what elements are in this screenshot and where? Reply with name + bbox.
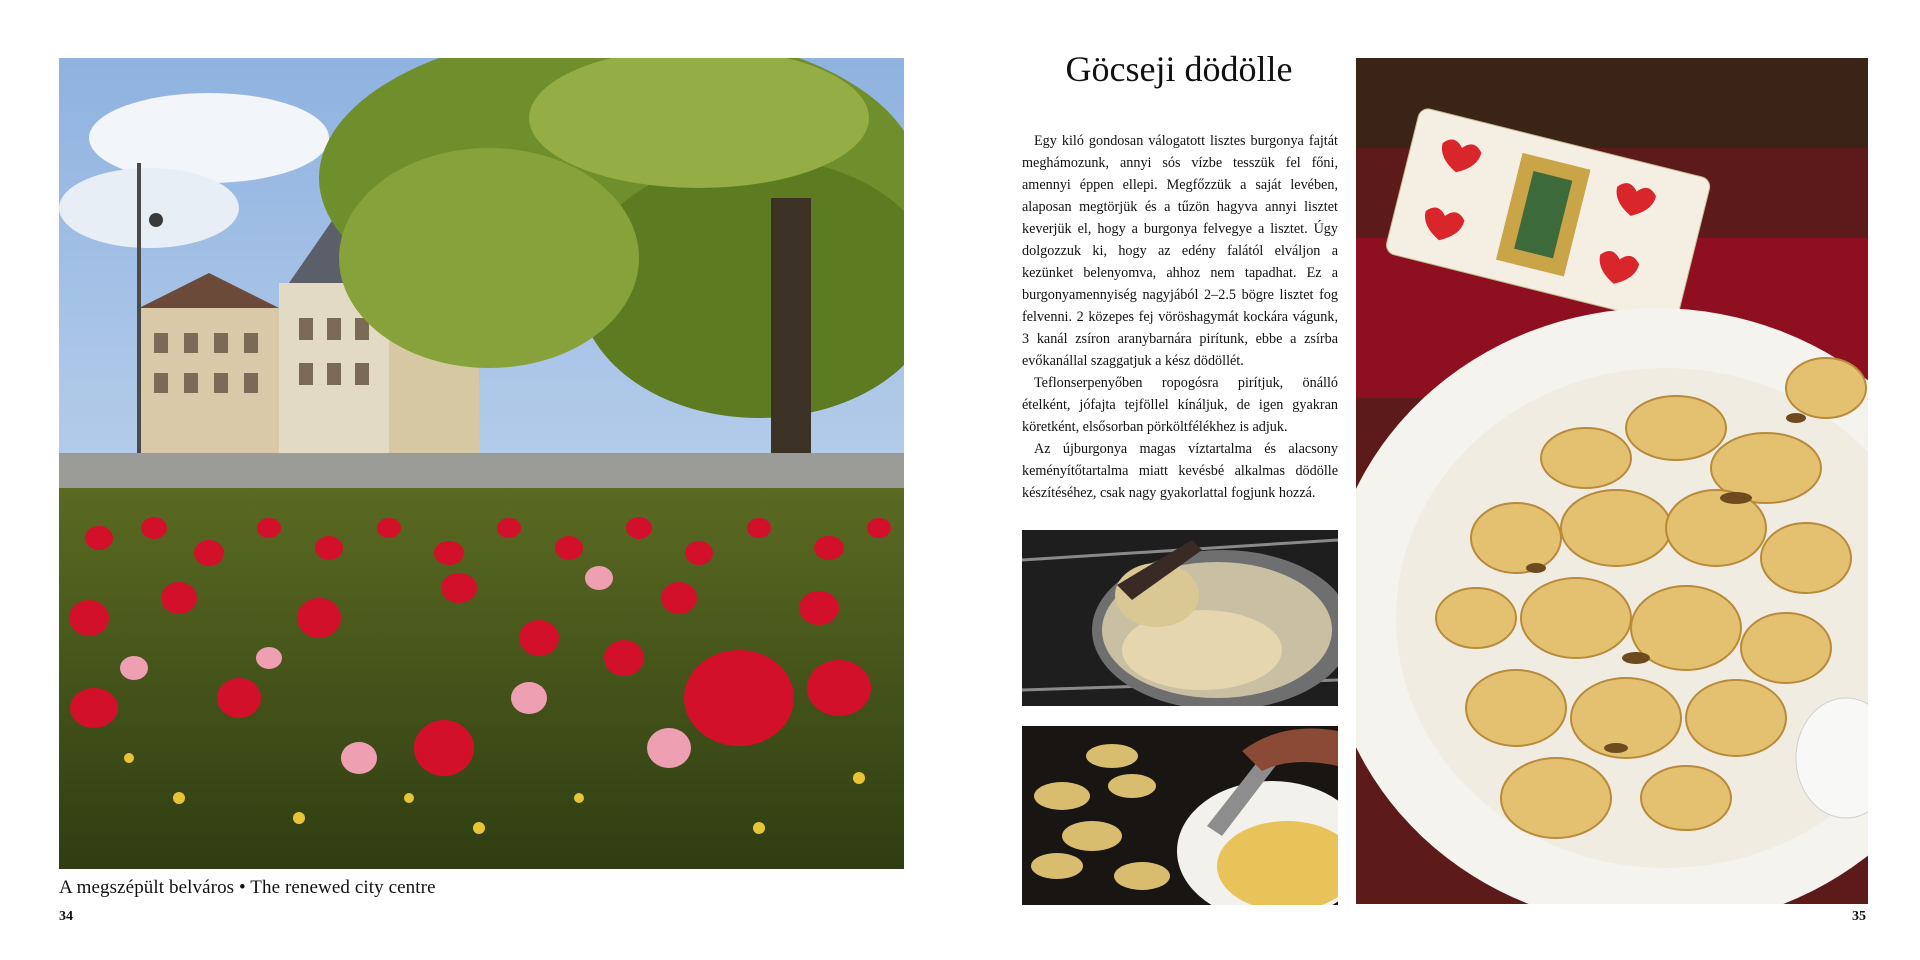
dough-pot-photo bbox=[1022, 530, 1338, 706]
recipe-paragraph: Egy kiló gondosan válogatott lisztes burgonya fajtát meghámozunk, annyi sós vízbe tesszük fel főni, amennyi éppen ellepi. Megfőzzük a saját levében, alaposan megtörjük és a tűzön hagyva annyi lisztet keverjük el, hogy a burgonya felvegye a lisztet. Úgy dolgozzuk ki, hogy az edény falától elváljon a kezünket belenyomva, ahhoz nem tapadhat. Ez a burgonyamennyiség nagyjából 2–2.5 bögre lisztet fog felvenni. 2 közepes fej vöröshagymát kockára vágunk, 3 kanál zsíron aranybarnára pirítunk, ebbe a zsírba evőkanállal szaggatjuk a kész dödöllét. bbox=[1022, 133, 1338, 369]
city-centre-photo bbox=[59, 58, 904, 869]
recipe-title: Göcseji dödölle bbox=[1065, 49, 1293, 89]
serving-dodolle-photo bbox=[1022, 726, 1338, 905]
photo-caption: A megszépült belváros • The renewed city centre bbox=[59, 877, 436, 898]
recipe-paragraph: Teflonserpenyőben ropogósra pirítjuk, önálló ételként, jófajta tejföllel kínáljuk, de igen gyakran köretként, elsősorban pörköltfélékhez is adjuk. bbox=[1022, 375, 1338, 435]
page-number-left: 34 bbox=[59, 909, 73, 924]
page-number-right: 35 bbox=[1852, 909, 1866, 924]
recipe-body bbox=[1022, 130, 1338, 504]
dodolle-dish-photo bbox=[1356, 58, 1868, 904]
recipe-paragraph: Az újburgonya magas víztartalma és alacsony keményítőtartalma miatt kevésbé alkalmas dödölle készítéséhez, csak nagy gyakorlattal fogjunk hozzá. bbox=[1022, 441, 1338, 501]
